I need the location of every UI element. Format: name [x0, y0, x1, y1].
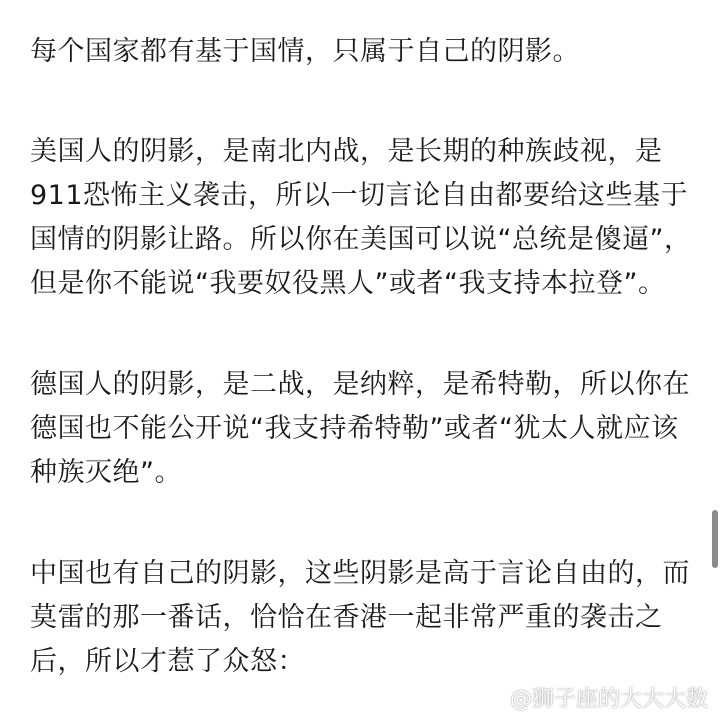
paragraph-2-line-2: 911恐怖主义袭击，所以一切言论自由都要给这些基于 — [30, 180, 689, 211]
paragraph-2-line-1: 美国人的阴影，是南北内战，是长期的种族歧视，是 — [30, 136, 663, 167]
paragraph-3-line-1: 德国人的阴影，是二战，是纳粹，是希特勒，所以你在 — [30, 369, 690, 400]
scrollbar-thumb[interactable] — [712, 510, 718, 568]
paragraph-4-line-1: 中国也有自己的阴影，这些阴影是高于言论自由的，而 — [30, 558, 690, 589]
paragraph-2-line-3: 国情的阴影让路。所以你在美国可以说“总统是傻逼”， — [30, 224, 692, 255]
paragraph-2-line-4: 但是你不能说“我要奴役黑人”或者“我支持本拉登”。 — [30, 268, 666, 299]
paragraph-4-line-2: 莫雷的那一番话，恰恰在香港一起非常严重的袭击之 — [30, 602, 663, 633]
watermark: @狮子座的大大大数 — [509, 687, 708, 712]
paragraph-3-line-2: 德国也不能公开说“我支持希特勒”或者“犹太人就应该 — [30, 413, 679, 444]
paragraph-4-line-3: 后，所以才惹了众怒： — [30, 646, 305, 677]
paragraph-1-line-1: 每个国家都有基于国情，只属于自己的阴影。 — [30, 36, 580, 67]
paragraph-3-line-3: 种族灭绝”。 — [30, 457, 182, 488]
